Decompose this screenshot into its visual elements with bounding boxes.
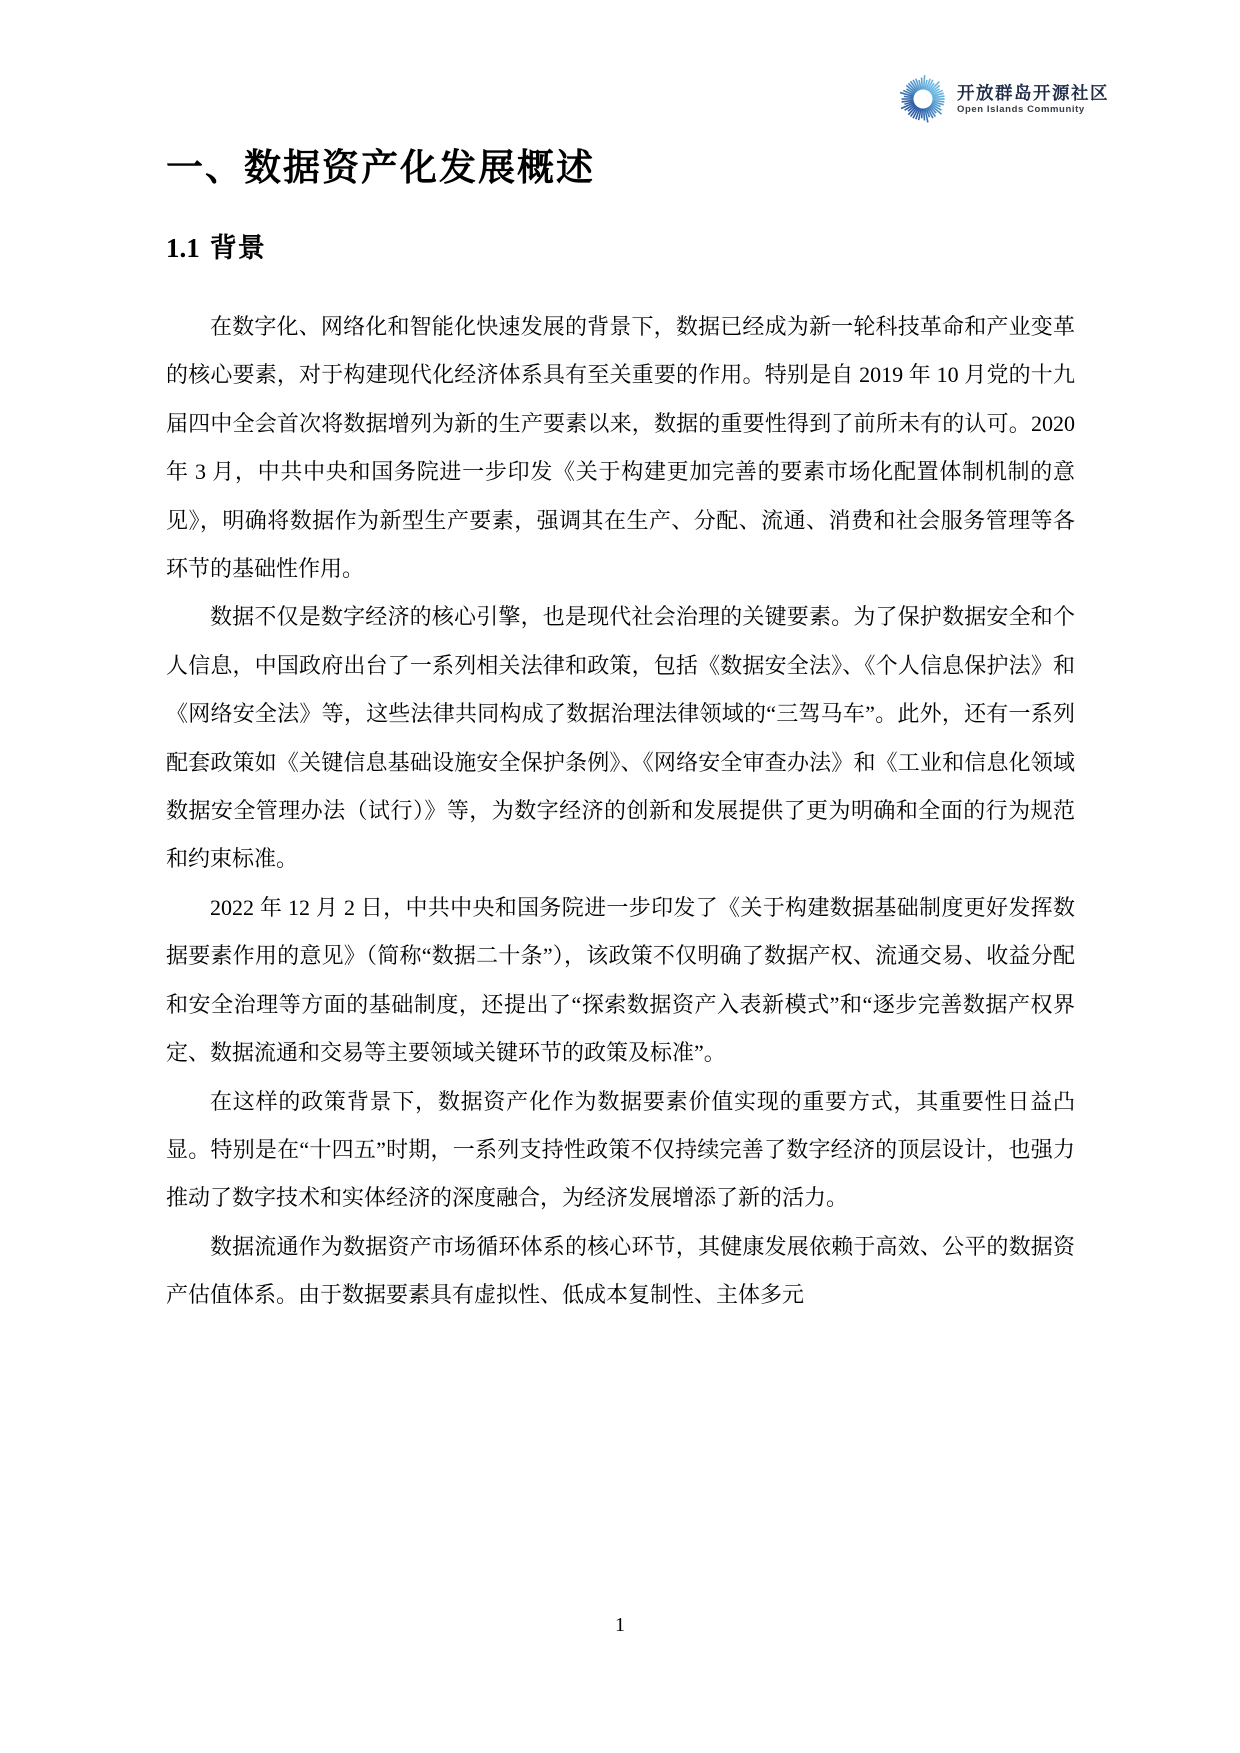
logo [898,74,1109,124]
paragraph: 数据流通作为数据资产市场循环体系的核心环节，其健康发展依赖于高效、公平的数据资产估值体系。由于数据要素具有虚拟性、低成本复制性、主体多元 [166,1233,1075,1308]
page-number: 1 [615,1614,625,1636]
chapter-heading: 一、数据资产化发展概述 [166,147,595,188]
body-text [166,303,1075,1320]
logo-text [957,83,1109,116]
paragraph: 2022 年 12 月 2 日，中共中央和国务院进一步印发了《关于构建数据基础制度更好发挥数据要素作用的意见》（简称“数据二十条”），该政策不仅明确了数据产权、流通交易、收益分配和安全治理等方面的基础制度，还提出了“探索数据资产入表新模式”和“逐步完善数据产权界定、数据流通和交易等主要领域关键环节的政策及标准”。 [166,894,1076,1066]
section-heading [166,232,1075,265]
paragraph: 在这样的政策背景下，数据资产化作为数据要素价值实现的重要方式，其重要性日益凸显。特别是在“十四五”时期，一系列支持性政策不仅持续完善了数字经济的顶层设计，也强力推动了数字技术和实体经济的深度融合，为经济发展增添了新的活力。 [166,1088,1075,1211]
logo-title-en: Open Islands Community [957,103,1085,115]
section-title: 背景 [209,233,266,263]
logo-title-zh: 开放群岛开源社区 [957,82,1109,103]
section-number: 1.1 [166,233,200,263]
paragraph: 数据不仅是数字经济的核心引擎，也是现代社会治理的关键要素。为了保护数据安全和个人信息，中国政府出台了一系列相关法律和政策，包括《数据安全法》、《个人信息保护法》和《网络安全法》等，这些法律共同构成了数据治理法律领域的“三驾马车”。此外，还有一系列配套政策如《关键信息基础设施安全保护条例》、《网络安全审查办法》和《工业和信息化领域数据安全管理办法（试行）》等，为数字经济的创新和发展提供了更为明确和全面的行为规范和约束标准。 [166,604,1075,872]
paragraph: 在数字化、网络化和智能化快速发展的背景下，数据已经成为新一轮科技革命和产业变革的核心要素，对于构建现代化经济体系具有至关重要的作用。特别是自 2019 年 10 月党的十九届四中全会首次将数据增列为新的生产要素以来，数据的重要性得到了前所未有的认可。2020 年 3 月，中共中央和国务院进一步印发《关于构建更加完善的要素市场化配置体制机制的意见》，明确将数据作为新型生产要素，强调其在生产、分配、流通、消费和社会服务管理等各环节的基础性作用。 [166,314,1075,582]
starburst-icon [898,74,948,124]
